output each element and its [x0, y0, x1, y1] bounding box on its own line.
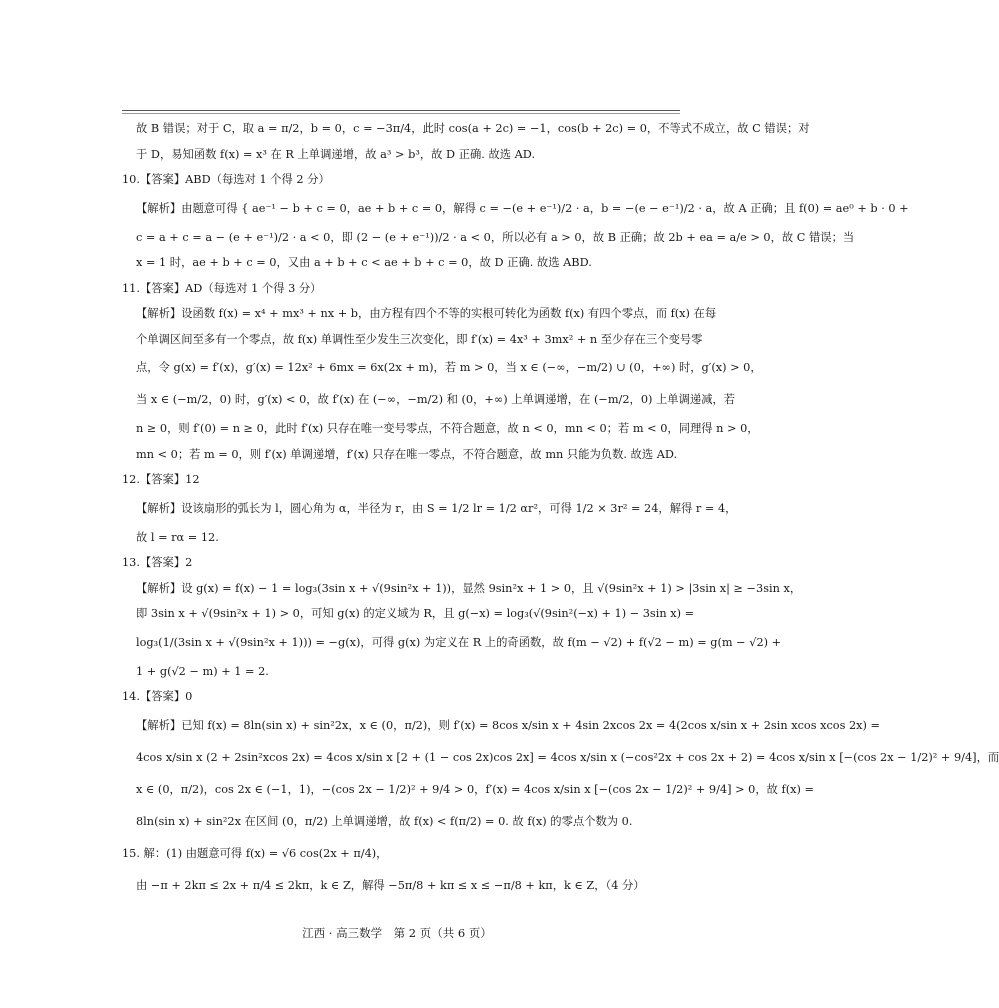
text-line: 13.【答案】2: [122, 556, 193, 569]
answer-content: [122, 116, 999, 902]
text-line: 11.【答案】AD（每选对 1 个得 3 分）: [122, 281, 322, 295]
header-rule: [122, 110, 680, 114]
text-line: 点，令 g(x) = f′(x)，g′(x) = 12x² + 6mx = 6x(2x + m)，若 m > 0，当 x ∈ (−∞，−m/2) ∪ (0，+∞) 时，g′(x) > 0，: [136, 361, 762, 374]
text-line: 【解析】已知 f(x) = 8ln(sin x) + sin²2x，x ∈ (0，π/2)，则 f′(x) = 8cos x/sin x + 4sin 2xcos 2x = 4(2cos x/sin x + 2sin xcos xcos 2x) =: [136, 718, 880, 732]
text-line: c = a + c = a − (e + e⁻¹)/2 · a < 0，即 (2 − (e + e⁻¹))/2 · a < 0，所以必有 a > 0，故 B 正确；故 2b + ea = a/e > 0，故 C 错误；当: [136, 230, 855, 244]
text-line: 【解析】由题意可得 { ae⁻¹ − b + c = 0，ae + b + c = 0，解得 c = −(e + e⁻¹)/2 · a，b = −(e − e⁻¹)/2 · a，故 A 正确；且 f(0) = ae⁰ + b · 0 +: [136, 201, 909, 215]
text-line: x ∈ (0，π/2)，cos 2x ∈ (−1，1)，−(cos 2x − 1/2)² + 9/4 > 0，f′(x) = 4cos x/sin x [−(cos 2x − 1/2)² + 9/4] > 0，故 f(x) =: [136, 782, 814, 796]
text-line: mn < 0；若 m = 0，则 f′(x) 单调递增，f′(x) 只存在唯一零点，不符合题意，故 mn 只能为负数. 故选 AD.: [136, 447, 678, 461]
text-line: 10.【答案】ABD（每选对 1 个得 2 分）: [122, 173, 330, 186]
text-line: 14.【答案】0: [122, 690, 193, 703]
text-line: 当 x ∈ (−m/2，0) 时，g′(x) < 0，故 f′(x) 在 (−∞，−m/2) 和 (0，+∞) 上单调递增，在 (−m/2，0) 上单调递减，若: [136, 393, 736, 406]
text-line: 15. 解：(1) 由题意可得 f(x) = √6 cos(2x + π/4)，: [122, 846, 388, 860]
text-line: 于 D，易知函数 f(x) = x³ 在 R 上单调递增，故 a³ > b³，故 D 正确. 故选 AD.: [136, 147, 536, 161]
text-line: 故 B 错误；对于 C，取 a = π/2，b = 0，c = −3π/4，此时 cos(a + 2c) = −1，cos(b + 2c) = 0，不等式不成立，故 C 错误；对: [136, 122, 810, 135]
text-line: 由 −π + 2kπ ≤ 2x + π/4 ≤ 2kπ，k ∈ Z，解得 −5π/8 + kπ ≤ x ≤ −π/8 + kπ，k ∈ Z，（4 分）: [136, 878, 645, 892]
text-line: log₃(1/(3sin x + √(9sin²x + 1))) = −g(x)，可得 g(x) 为定义在 R 上的奇函数，故 f(m − √2) + f(√2 − m) = g(m − √2) +: [136, 635, 782, 649]
text-line: 即 3sin x + √(9sin²x + 1) > 0，可知 g(x) 的定义域为 R，且 g(−x) = log₃(√(9sin²(−x) + 1) − 3sin x) =: [136, 607, 695, 620]
text-line: 12.【答案】12: [122, 473, 200, 486]
text-line: 【解析】设 g(x) = f(x) − 1 = log₃(3sin x + √(9sin²x + 1))，显然 9sin²x + 1 > 0，且 √(9sin²x + 1) > |3sin x| ≥ −3sin x，: [136, 581, 802, 595]
text-line: n ≥ 0，则 f′(0) = n ≥ 0，此时 f′(x) 只存在唯一变号零点，不符合题意，故 n < 0，mn < 0；若 m < 0，同理得 n > 0，: [136, 422, 759, 435]
text-line: 个单调区间至多有一个零点，故 f(x) 单调性至少发生三次变化，即 f′(x) = 4x³ + 3mx² + n 至少存在三个变号零: [136, 332, 703, 346]
text-line: x = 1 时，ae + b + c = 0，又由 a + b + c < ae + b + c = 0，故 D 正确. 故选 ABD.: [136, 256, 592, 269]
text-line: 故 l = rα = 12.: [136, 530, 219, 544]
text-line: 8ln(sin x) + sin²2x 在区间 (0，π/2) 上单调递增，故 f(x) < f(π/2) = 0. 故 f(x) 的零点个数为 0.: [136, 814, 633, 828]
text-line: 4cos x/sin x (2 + 2sin²xcos 2x) = 4cos x/sin x [2 + (1 − cos 2x)cos 2x] = 4cos x/sin x (−cos²2x + cos 2x + 2) = 4cos x/sin x [−(cos 2x − 1/2)² + 9/4]，而: [136, 750, 999, 764]
text-line: 【解析】设该扇形的弧长为 l，圆心角为 α，半径为 r，由 S = 1/2 lr = 1/2 αr²，可得 1/2 × 3r² = 24，解得 r = 4，: [136, 501, 737, 515]
text-line: 【解析】设函数 f(x) = x⁴ + mx³ + nx + b，由方程有四个不等的实根可转化为函数 f(x) 有四个零点，而 f(x) 在每: [136, 307, 717, 320]
page-footer: 江西 · 高三数学 第 2 页（共 6 页）: [302, 926, 492, 940]
text-line: 1 + g(√2 − m) + 1 = 2.: [136, 664, 269, 678]
